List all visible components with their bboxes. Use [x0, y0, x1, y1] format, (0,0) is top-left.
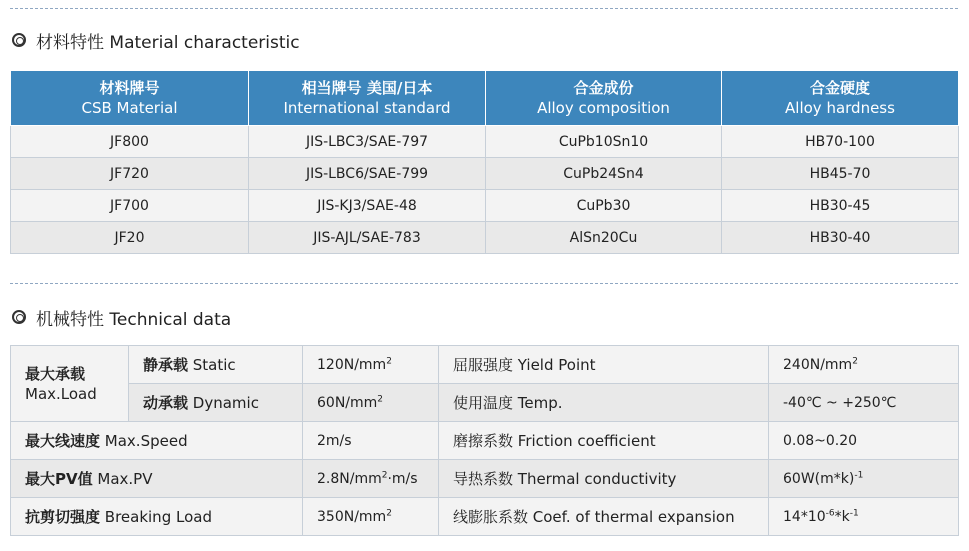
max-speed-value: 2m/s	[303, 422, 439, 460]
thermal-expansion-label: 线膨胀系数 Coef. of thermal expansion	[439, 498, 769, 536]
temp-value: -40℃ ~ +250℃	[769, 384, 959, 422]
cell-material: JF20	[11, 222, 249, 254]
table-row	[11, 498, 959, 536]
yield-point-value: $240N/mm^2$	[769, 346, 959, 384]
material-section-title-text: 材料特性 Material characteristic	[36, 32, 300, 53]
cell-standard: JIS-AJL/SAE-783	[249, 222, 486, 254]
thermal-conductivity-label: 导热系数 Thermal conductivity	[439, 460, 769, 498]
cell-hardness: HB30-45	[722, 190, 959, 222]
cell-composition: AlSn20Cu	[486, 222, 722, 254]
static-label: 静承载 Static	[129, 346, 303, 384]
table-row	[11, 460, 959, 498]
cell-standard: JIS-LBC6/SAE-799	[249, 158, 486, 190]
header-international-standard: 相当牌号 美国/日本 International standard	[249, 71, 486, 126]
material-section-title	[12, 28, 300, 52]
friction-label: 磨擦系数 Friction coefficient	[439, 422, 769, 460]
breaking-load-label: 抗剪切强度 Breaking Load	[11, 498, 303, 536]
static-value: $120N/mm^2$	[303, 346, 439, 384]
cell-material: JF720	[11, 158, 249, 190]
middle-divider	[10, 283, 958, 284]
table-row	[11, 346, 959, 384]
max-speed-label: 最大线速度 Max.Speed	[11, 422, 303, 460]
max-pv-value: $2.8N/mm^2\cdot m/s$	[303, 460, 439, 498]
circle-bullet-icon	[12, 33, 26, 47]
table-row	[11, 422, 959, 460]
table-row	[11, 222, 959, 254]
breaking-load-value: $350N/mm^2$	[303, 498, 439, 536]
cell-composition: CuPb30	[486, 190, 722, 222]
header-alloy-hardness: 合金硬度 Alloy hardness	[722, 71, 959, 126]
cell-material: JF700	[11, 190, 249, 222]
cell-composition: CuPb10Sn10	[486, 126, 722, 158]
cell-composition: CuPb24Sn4	[486, 158, 722, 190]
technical-table	[10, 345, 959, 536]
table-row	[11, 384, 959, 422]
cell-material: JF800	[11, 126, 249, 158]
temp-label: 使用温度 Temp.	[439, 384, 769, 422]
material-table	[10, 70, 959, 254]
material-table-header-row	[11, 71, 959, 126]
circle-bullet-icon	[12, 310, 26, 324]
table-row	[11, 190, 959, 222]
yield-point-label: 屈服强度 Yield Point	[439, 346, 769, 384]
thermal-expansion-value: $14*10^{-6}*k^{-1}$	[769, 498, 959, 536]
thermal-conductivity-value: $60W(m*k)^{-1}$	[769, 460, 959, 498]
header-csb-material: 材料牌号 CSB Material	[11, 71, 249, 126]
header-alloy-composition: 合金成份 Alloy composition	[486, 71, 722, 126]
table-row	[11, 158, 959, 190]
technical-section-title	[12, 305, 231, 329]
dynamic-value: $60N/mm^2$	[303, 384, 439, 422]
table-row	[11, 126, 959, 158]
cell-standard: JIS-KJ3/SAE-48	[249, 190, 486, 222]
cell-hardness: HB45-70	[722, 158, 959, 190]
cell-hardness: HB70-100	[722, 126, 959, 158]
cell-hardness: HB30-40	[722, 222, 959, 254]
cell-standard: JIS-LBC3/SAE-797	[249, 126, 486, 158]
top-divider	[10, 8, 958, 9]
technical-section-title-text: 机械特性 Technical data	[36, 309, 232, 330]
max-load-label: 最大承载 Max.Load	[11, 346, 129, 422]
dynamic-label: 动承载 Dynamic	[129, 384, 303, 422]
max-pv-label: 最大PV值 Max.PV	[11, 460, 303, 498]
friction-value: 0.08~0.20	[769, 422, 959, 460]
